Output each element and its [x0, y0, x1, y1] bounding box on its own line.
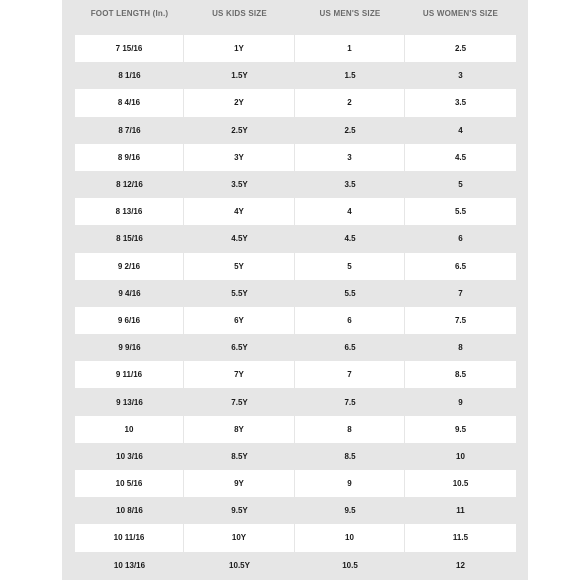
table-row	[75, 388, 516, 415]
header-us-kids-size: US KIDS SIZE	[212, 9, 267, 18]
us-womens-size-cell: 5	[458, 180, 463, 190]
table-row	[75, 198, 516, 225]
us-womens-size-cell: 11	[456, 506, 465, 516]
table-header	[75, 0, 515, 30]
us-womens-size-cell: 8	[458, 343, 463, 353]
size-table	[75, 35, 516, 579]
table-row	[75, 280, 516, 307]
us-mens-size-cell: 10.5	[342, 560, 358, 570]
us-kids-size-cell: 5Y	[184, 253, 295, 280]
us-mens-size-cell: 4	[295, 198, 405, 225]
us-kids-size-cell: 6Y	[184, 307, 295, 334]
us-mens-size-cell: 1.5	[344, 71, 356, 81]
foot-length-cell: 8 1/16	[118, 71, 141, 81]
us-womens-size-cell: 11.5	[452, 533, 469, 543]
us-kids-size-cell: 1Y	[184, 35, 295, 62]
foot-length-cell: 10	[75, 416, 184, 443]
us-mens-size-cell: 9	[295, 470, 405, 497]
us-womens-size-cell: 7.5	[454, 315, 467, 325]
us-kids-size-cell: 7.5Y	[231, 397, 248, 407]
foot-length-cell: 8 4/16	[75, 89, 184, 116]
foot-length-cell: 10 8/16	[116, 506, 143, 516]
us-mens-size-cell: 6	[295, 307, 405, 334]
us-mens-size-cell: 2.5	[344, 125, 356, 135]
us-mens-size-cell: 5.5	[344, 288, 356, 298]
us-mens-size-cell: 7.5	[344, 397, 356, 407]
foot-length-cell: 8 9/16	[75, 144, 184, 171]
table-row	[75, 416, 516, 443]
header-us-mens-size: US MEN'S SIZE	[319, 9, 381, 18]
us-womens-size-cell: 6.5	[454, 261, 467, 271]
us-mens-size-cell: 9.5	[344, 506, 356, 516]
table-row	[75, 443, 516, 470]
us-kids-size-cell: 10Y	[184, 524, 295, 551]
us-kids-size-cell: 8Y	[184, 416, 295, 443]
us-mens-size-cell: 1	[295, 35, 405, 62]
us-kids-size-cell: 7Y	[184, 361, 295, 388]
header-us-womens-size: US WOMEN'S SIZE	[422, 9, 499, 18]
table-row	[75, 62, 516, 89]
foot-length-cell: 10 5/16	[75, 470, 184, 497]
us-mens-size-cell: 3.5	[344, 180, 356, 190]
table-row	[75, 361, 516, 388]
us-mens-size-cell: 10	[295, 524, 405, 551]
table-row	[75, 470, 516, 497]
table-row	[75, 144, 516, 171]
foot-length-cell: 8 7/16	[118, 125, 141, 135]
foot-length-cell: 9 6/16	[75, 307, 184, 334]
us-mens-size-cell: 3	[295, 144, 405, 171]
table-row	[75, 171, 516, 198]
foot-length-cell: 8 15/16	[116, 234, 143, 244]
table-row	[75, 35, 516, 62]
us-kids-size-cell: 10.5Y	[229, 560, 250, 570]
us-mens-size-cell: 6.5	[344, 343, 356, 353]
us-kids-size-cell: 9Y	[184, 470, 295, 497]
header-foot-length: FOOT LENGTH (In.)	[90, 9, 169, 18]
us-womens-size-cell: 7	[458, 288, 463, 298]
us-kids-size-cell: 9.5Y	[231, 506, 248, 516]
us-mens-size-cell: 7	[295, 361, 405, 388]
foot-length-cell: 8 12/16	[116, 180, 143, 190]
us-womens-size-cell: 9	[458, 397, 463, 407]
foot-length-cell: 7 15/16	[75, 35, 184, 62]
foot-length-cell: 9 9/16	[118, 343, 141, 353]
us-kids-size-cell: 4Y	[184, 198, 295, 225]
us-mens-size-cell: 5	[295, 253, 405, 280]
us-kids-size-cell: 6.5Y	[231, 343, 248, 353]
table-row	[75, 225, 516, 252]
table-row	[75, 334, 516, 361]
table-row	[75, 524, 516, 551]
us-kids-size-cell: 2Y	[184, 89, 295, 116]
us-kids-size-cell: 4.5Y	[231, 234, 248, 244]
us-kids-size-cell: 3.5Y	[231, 180, 248, 190]
us-womens-size-cell: 12	[456, 560, 465, 570]
table-row	[75, 497, 516, 524]
us-kids-size-cell: 5.5Y	[231, 288, 248, 298]
us-womens-size-cell: 9.5	[454, 424, 467, 434]
us-kids-size-cell: 3Y	[184, 144, 295, 171]
us-womens-size-cell: 4	[458, 125, 463, 135]
table-row	[75, 89, 516, 116]
us-womens-size-cell: 4.5	[454, 152, 467, 162]
us-womens-size-cell: 3.5	[454, 98, 467, 108]
foot-length-cell: 10 11/16	[75, 524, 184, 551]
foot-length-cell: 10 13/16	[113, 560, 146, 570]
us-womens-size-cell: 10.5	[452, 479, 469, 489]
us-womens-size-cell: 3	[458, 71, 463, 81]
us-mens-size-cell: 2	[295, 89, 405, 116]
us-womens-size-cell: 8.5	[454, 370, 467, 380]
foot-length-cell: 9 11/16	[75, 361, 184, 388]
foot-length-cell: 9 2/16	[75, 253, 184, 280]
table-row	[75, 552, 516, 579]
us-womens-size-cell: 10	[456, 451, 465, 461]
us-mens-size-cell: 4.5	[344, 234, 356, 244]
us-kids-size-cell: 1.5Y	[231, 71, 248, 81]
us-womens-size-cell: 6	[458, 234, 463, 244]
foot-length-cell: 8 13/16	[75, 198, 184, 225]
table-row	[75, 307, 516, 334]
table-row	[75, 253, 516, 280]
foot-length-cell: 9 13/16	[116, 397, 143, 407]
foot-length-cell: 9 4/16	[118, 288, 141, 298]
foot-length-cell: 10 3/16	[116, 451, 143, 461]
us-mens-size-cell: 8.5	[344, 451, 356, 461]
us-womens-size-cell: 2.5	[454, 44, 467, 54]
us-womens-size-cell: 5.5	[454, 207, 467, 217]
us-kids-size-cell: 2.5Y	[231, 125, 248, 135]
us-kids-size-cell: 8.5Y	[231, 451, 248, 461]
us-mens-size-cell: 8	[295, 416, 405, 443]
table-row	[75, 117, 516, 144]
size-chart-panel	[62, 0, 528, 580]
